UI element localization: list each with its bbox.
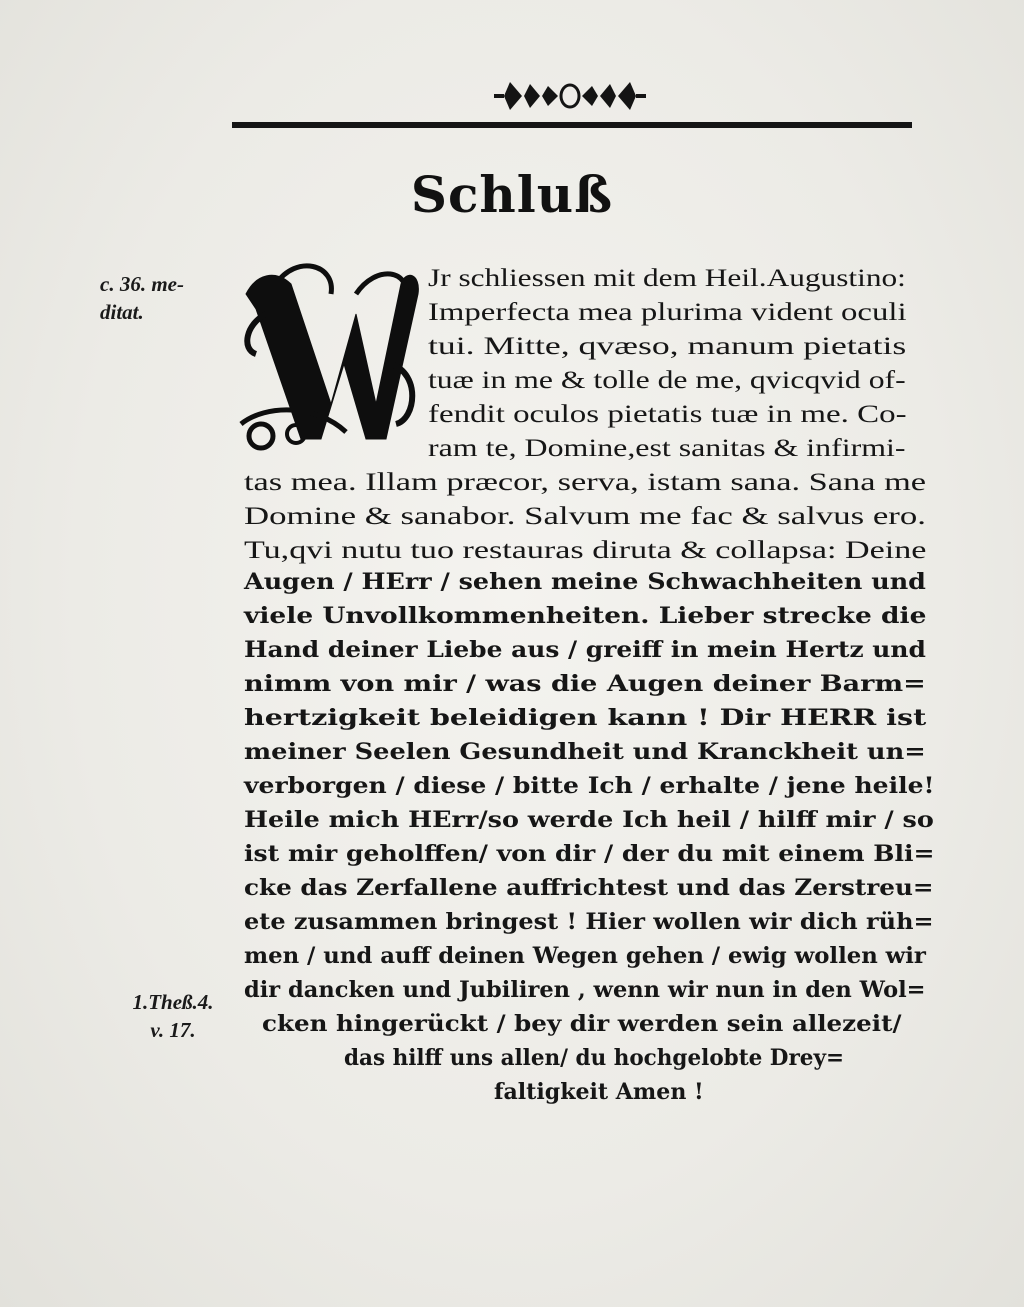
body-line: fendit oculos pietatis tuæ in me. Co- bbox=[428, 399, 907, 428]
body-line: Augen / HErr / sehen meine Schwachheiten und bbox=[244, 569, 926, 595]
body-line: Heile mich HErr/so werde Ich heil / hilff mir / so bbox=[244, 807, 934, 833]
body-line: tuæ in me & tolle de me, qvicqvid of- bbox=[428, 365, 906, 394]
body-line: dir dancken und Jubiliren , wenn wir nun in den Wol= bbox=[244, 977, 926, 1003]
page-title: Schluß bbox=[410, 165, 614, 224]
body-line: ram te, Domine,est sanitas & infirmi- bbox=[428, 433, 906, 462]
body-line: Tu,qvi nutu tuo restauras diruta & collapsa: Deine bbox=[244, 535, 927, 564]
body-line: Domine & sanabor. Salvum me fac & salvus ero. bbox=[244, 501, 926, 530]
body-line: Imperfecta mea plurima vident oculi bbox=[428, 297, 907, 326]
margin-note-thess: 1.Theß.4. v. 17. bbox=[132, 990, 214, 1042]
body-line: faltigkeit Amen ! bbox=[494, 1079, 704, 1105]
body-line: nimm von mir / was die Augen deiner Barm= bbox=[244, 671, 926, 697]
body-line: ist mir geholffen/ von dir / der du mit einem Bli= bbox=[244, 841, 935, 867]
body-line: meiner Seelen Gesundheit und Kranckheit un= bbox=[244, 739, 926, 765]
body-line: Hand deiner Liebe aus / greiff in mein Hertz und bbox=[244, 637, 926, 663]
body-line: das hilff uns allen/ du hochgelobte Drey= bbox=[344, 1045, 845, 1071]
body-line: Jr schliessen mit dem Heil.Augustino: bbox=[428, 263, 906, 292]
body-line: tui. Mitte, qvæso, manum pietatis bbox=[428, 331, 907, 360]
body-line: hertzigkeit beleidigen kann ! Dir HERR ist bbox=[244, 705, 927, 731]
body-line: men / und auff deinen Wegen gehen / ewig wollen wir bbox=[244, 943, 926, 969]
body-line: viele Unvollkommenheiten. Lieber strecke die bbox=[244, 603, 927, 629]
body-line: cken hingerückt / bey dir werden sein allezeit/ bbox=[262, 1011, 902, 1037]
body-line: tas mea. Illam præcor, serva, istam sana. Sana me bbox=[244, 467, 927, 496]
body-line: cke das Zerfallene auffrichtest und das Zerstreu= bbox=[244, 875, 934, 901]
header-rule bbox=[232, 122, 912, 128]
decorated-initial-w bbox=[236, 254, 426, 454]
body-line: verborgen / diese / bitte Ich / erhalte / jene heile! bbox=[244, 773, 935, 799]
body-line: ete zusammen bringest ! Hier wollen wir dich rüh= bbox=[244, 909, 934, 935]
margin-note-meditat: c. 36. me- ditat. bbox=[100, 272, 184, 324]
header-ornament bbox=[490, 76, 650, 116]
